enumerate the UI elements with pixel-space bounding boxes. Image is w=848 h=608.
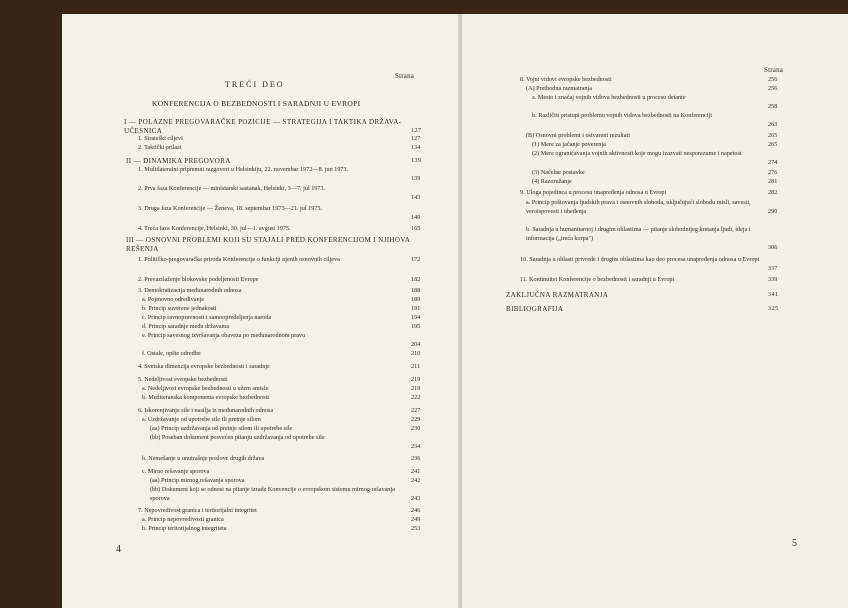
toc-entry: 2. Prevazilaženje blokovske podeljenosti Evrope 182: [138, 276, 421, 283]
toc-entry: 10. Saradnja u oblasti privrede i drugim oblastima kao deo procesa unapređenja odnosa u Evropi 337: [520, 256, 778, 272]
toc-entry: c. Mirno rešavanje sporova 241: [142, 468, 421, 475]
toc-entry: b. Princip teritorijalnog integriteta 253: [142, 525, 421, 532]
page-number: 4: [116, 544, 121, 555]
toc-entry: 9. Uloga pojedinca u procesu unapređenja odnosa u Evropi 282: [520, 189, 778, 196]
toc-entry: (2) Mere ograničavanja vojnih aktivnosti koje mogu izazvati nesporazume i napetost 274: [532, 150, 778, 166]
toc-entry: a. Uzdržavanje od upotrebe sile ili pretnje silom 229: [142, 416, 421, 423]
toc-entry: a. Nedeljivost evropske bezbednosti u užem smislu 219: [142, 385, 421, 392]
toc-entry: b. Mediteranska komponenta evropske bezbednosti 222: [142, 394, 421, 401]
strana-label: Strana: [395, 72, 415, 80]
conference-title: KONFERENCIJA O BEZBEDNOSTI I SARADNJI U EVROPI: [152, 99, 361, 108]
toc-entry: 11. Kontinuitet Konferencije o bezbednosti i saradnji u Evropi 339: [520, 276, 778, 283]
toc-entry: 3. Druga faza Konferencije — Ženeva, 18. septembar 1973—21. jul 1975. 149: [138, 205, 421, 221]
toc-entry: (3) Načelne postavke 276: [532, 169, 778, 176]
toc-entry: 4. Svetska dimenzija evropske bezbednosti i saradnje 211: [138, 363, 421, 370]
toc-entry: ZAKLJUČNA RAZMATRANJA 341: [506, 291, 779, 299]
toc-entry: 2. Prva faza Konferencije — ministarski sastanak, Helsinki, 3—7. jul 1973. 143: [138, 185, 421, 201]
toc-entry: 1. Strateški ciljevi 127: [138, 135, 421, 142]
toc-entry: 8. Vojni vidovi evropske bezbednosti 256: [520, 76, 778, 83]
toc-entry: b. Različiti pristupi problemu vojnih vidova bezbednosti na Konferenciji 263: [532, 112, 778, 128]
toc-entry: a. Mesto i značaj vojnih vidova bezbednosti u procesu detante 258: [532, 94, 778, 110]
toc-entry: BIBLIOGRAFIJA 325: [506, 305, 779, 313]
toc-entry: 5. Nedeljivost evropske bezbednosti 219: [138, 376, 421, 383]
part-title: TREĆI DEO: [225, 80, 285, 89]
toc-entry: b. Saradnja u humanitarnoj i drugim oblastima — pitanje slobodnijeg kretanja ljudi, ideja i informacija („treća korpa") 306: [526, 226, 778, 251]
toc-entry: a. Princip nepovredivosti granica 249: [142, 516, 421, 523]
toc-entry: 7. Nepovredivost granica i teritorijalni integritet 246: [138, 507, 421, 514]
toc-entry: a. Pojmovno određivanje 189: [142, 296, 421, 303]
toc-entry: e. Princip savesnog izvršavanja obaveza po međunarodnom pravu 204: [142, 332, 421, 348]
toc-entry: (B) Osnovni problemi i ostvareni rezultati 265: [526, 132, 778, 139]
toc-entry: (bb) Poseban dokument posvećen pitanju uzdržavanja od upotrebe sile 234: [150, 434, 421, 450]
toc-entry: f. Ostale, opšte odredbe 210: [142, 350, 421, 357]
toc-entry: I — POLAZNE PREGOVARAČKE POZICIJE — STRATEGIJA I TAKTIKA DRŽAVA-UČESNICA 127: [124, 118, 422, 135]
toc-entry: b. Princip suverene jednakosti 191: [142, 305, 421, 312]
toc-entry: a. Princip poštovanja ljudskih prava i osnovnih sloboda, uključujući slobodu misli, savesti, veroispovesti i ubeđenja 290: [526, 199, 778, 215]
toc-entry: d. Princip saradnje među državama 195: [142, 323, 421, 330]
toc-entry: (bb) Dokument koji se odnosi na pitanje izrade Konvencije o evropskom sistemu mirnog rešavanja sporova 243: [150, 486, 421, 502]
toc-entry: 1. Multilateralni pripremni razgovori u Helsinkiju, 22. novembar 1972—8. jun 1973. 139: [138, 166, 421, 182]
toc-entry: c. Princip ravnopravnosti i samoopredeljenja naroda 194: [142, 314, 421, 321]
page-number: 5: [792, 538, 797, 549]
toc-entry: (1) Mere za jačanje poverenja 265: [532, 141, 778, 148]
left-page: [62, 14, 462, 608]
strana-label: Strana: [764, 66, 784, 74]
toc-entry: 6. Iskorenjivanje sile i nasilja iz međunarodnih odnosa 227: [138, 407, 421, 414]
toc-entry: 1. Političko-pregovaračka priroda Konferencije o funkciji njenih osnovnih ciljeva 172: [138, 256, 421, 263]
toc-entry: b. Nemešanje u unutrašnje poslove drugih država 236: [142, 455, 421, 462]
toc-entry: (aa) Princip mirnog rešavanja sporova 242: [150, 477, 421, 484]
toc-entry: II — DINAMIKA PREGOVORA 139: [126, 157, 422, 165]
toc-entry: (4) Razoružanje 281: [532, 178, 778, 185]
right-page: [462, 14, 848, 608]
toc-entry: (A) Prethodna razmatranja 256: [526, 85, 778, 92]
toc-entry: 2. Taktički prilazi 134: [138, 144, 421, 151]
toc-entry: 3. Demokratizacija međunarodnih odnosa 188: [138, 287, 421, 294]
toc-entry: III — OSNOVNI PROBLEMI KOJI SU STAJALI PRED KONFERENCIJOM I NJIHOVA REŠENJA: [126, 236, 410, 253]
toc-entry: (aa) Princip uzdržavanja od pretnje silom ili upotrebe sile 230: [150, 425, 421, 432]
toc-entry: 4. Treća faza Konferencije, Helsinki, 30. jul—1. avgust 1975. 165: [138, 225, 421, 232]
